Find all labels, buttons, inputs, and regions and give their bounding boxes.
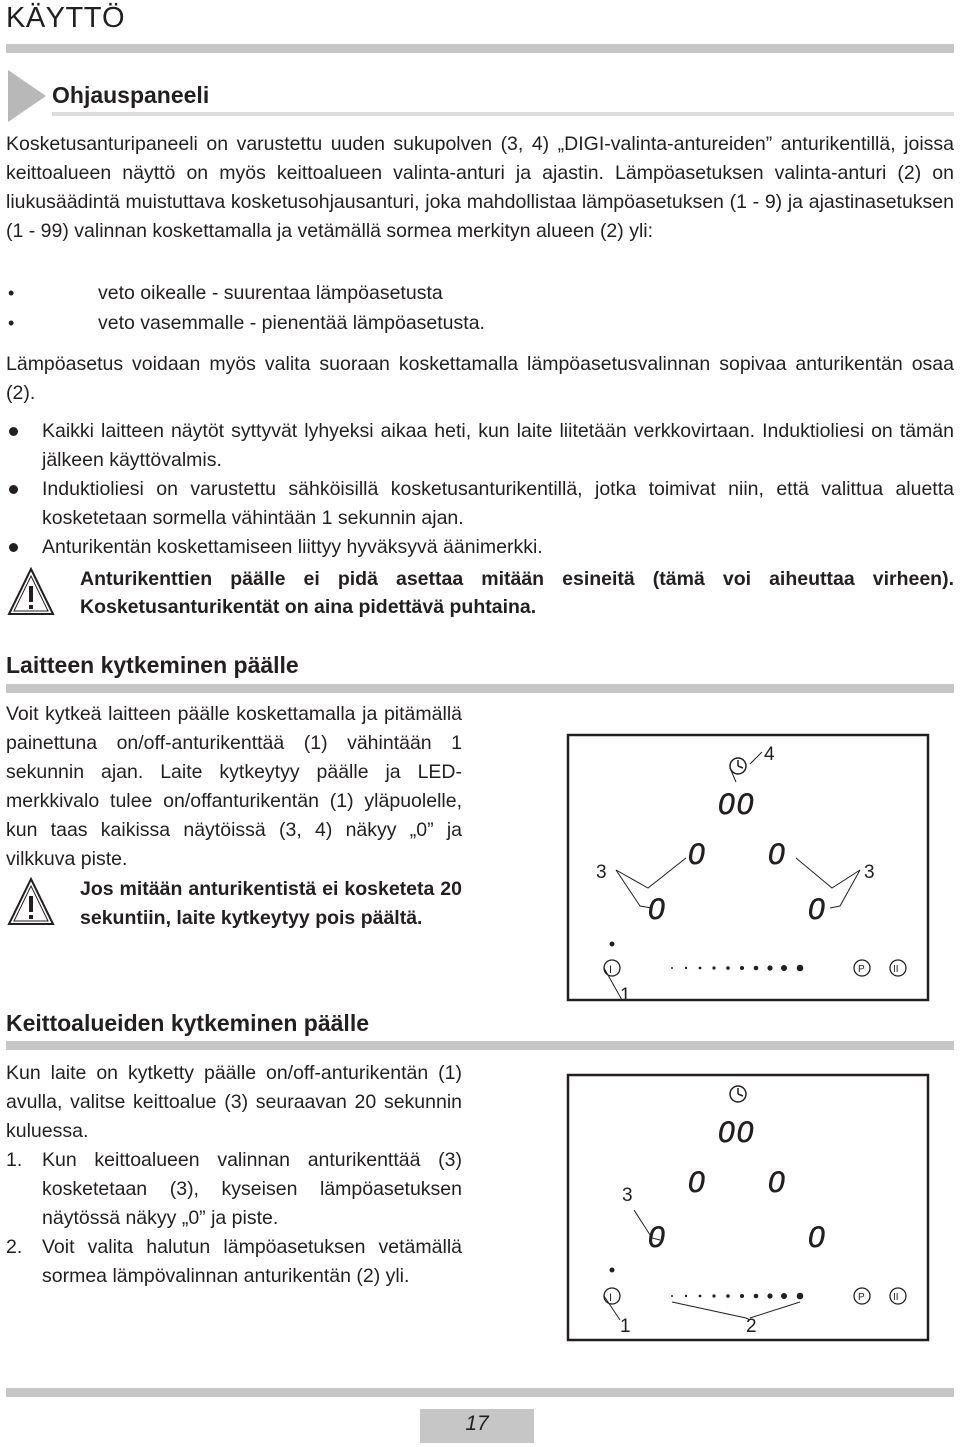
zone-display: 0 bbox=[768, 1166, 785, 1199]
section-title-switch-on: Laitteen kytkeminen päälle bbox=[6, 652, 299, 678]
callout-3-right: 3 bbox=[864, 862, 875, 883]
lock-button-icon bbox=[890, 960, 906, 976]
bullet-marker: • bbox=[8, 313, 15, 333]
title-rule bbox=[6, 44, 954, 53]
callout-4: 4 bbox=[764, 744, 775, 765]
bullet-item: veto oikealle - suurentaa lämpöasetusta bbox=[98, 282, 443, 304]
zone-display: 0 bbox=[688, 1166, 705, 1199]
zone-display: 0 bbox=[808, 893, 825, 926]
bullet-item: veto vasemmalle - pienentää lämpöasetusta. bbox=[98, 312, 485, 334]
note-dot bbox=[9, 543, 18, 552]
bullet-marker: • bbox=[8, 283, 15, 303]
zones-on-intro bbox=[6, 1059, 462, 1146]
heat-slider bbox=[671, 1293, 803, 1300]
callout-1: 1 bbox=[620, 1316, 631, 1337]
svg-text:P: P bbox=[858, 964, 865, 975]
section-rule bbox=[6, 684, 954, 693]
zone-display: 0 bbox=[688, 838, 705, 871]
control-panel-intro: Kosketusanturipaneeli on varustettu uuden sukupolven (3, 4) „DIGI-valinta-antureiden” anturikentillä, joissa keittoalueen näyttö on myös keittoalueen valinta-anturi ja ajastin. Lämpöasetuksen valinta-anturi (2) on liukusäädintä muistuttava kosketusohjausanturi, joka mahdollistaa lämpöasetuksen (1 - 9) ja ajastinasetuksen (1 - 99) valinnan koskettamalla ja vetämällä sormea merkityn alueen (2) yli: bbox=[6, 133, 954, 242]
page-title: KÄYTTÖ bbox=[6, 2, 126, 34]
callout-line bbox=[750, 1302, 800, 1318]
pause-button-icon bbox=[854, 1288, 870, 1304]
panel-outline bbox=[568, 1075, 928, 1340]
footer-rule bbox=[6, 1388, 954, 1397]
callout-2: 2 bbox=[746, 1316, 757, 1337]
control-panel-diagram-2 bbox=[560, 1070, 940, 1350]
section-title-zones-on: Keittoalueiden kytkeminen päälle bbox=[6, 1010, 370, 1036]
control-panel-warning: Anturikenttien päälle ei pidä asettaa mitään esineitä (tämä voi aiheuttaa virheen). Kosketusanturikentät on aina pidettävä puhtaina. bbox=[80, 568, 954, 618]
timer-display: 00 bbox=[718, 788, 756, 821]
control-panel-diagram-1 bbox=[560, 730, 940, 1010]
section-arrow-icon bbox=[8, 70, 46, 122]
svg-text:I: I bbox=[609, 964, 613, 976]
power-button-icon bbox=[604, 960, 620, 976]
switch-on-text: Voit kytkeä laitteen päälle koskettamalla ja pitämällä painettuna on/off-anturikenttää (1) vähintään 1 sekunnin ajan. Laite kytkeytyy päälle ja LED-merkkivalo tulee on/offanturikentän (1) yläpuolelle, kun taas kaikissa näytöissä (3, 4) näkyy „0” ja vilkkuva piste. bbox=[6, 703, 462, 870]
led-indicator bbox=[610, 942, 615, 947]
callout-3-left: 3 bbox=[596, 862, 607, 883]
pause-button-icon bbox=[854, 960, 870, 976]
timer-clock-icon bbox=[730, 1086, 746, 1102]
lock-button-icon bbox=[890, 1288, 906, 1304]
step-text: Voit valita halutun lämpöasetuksen vetämällä sormea lämpövalinnan anturikentän (2) yli. bbox=[42, 1236, 462, 1287]
zone-display: 0 bbox=[648, 893, 665, 926]
note-item: Induktioliesi on varustettu sähköisillä kosketusanturikentillä, jotka toimivat niin, että valittua aluetta kosketetaan sormella vähintään 1 sekunnin ajan. bbox=[42, 478, 954, 529]
section-title-control-panel: Ohjauspaneeli bbox=[52, 82, 210, 108]
zone-display: 0 bbox=[648, 1221, 665, 1254]
warning-icon bbox=[6, 566, 56, 618]
note-item: Kaikki laitteen näytöt syttyvät lyhyeksi aikaa heti, kun laite liitetään verkkovirtaan. Induktioliesi on tämän jälkeen käyttövalmis. bbox=[42, 420, 954, 471]
section-rule bbox=[6, 1041, 954, 1050]
step-number: 2. bbox=[6, 1236, 23, 1258]
timer-clock-icon bbox=[730, 758, 746, 782]
callout-1: 1 bbox=[620, 985, 631, 1006]
warning-icon bbox=[6, 876, 56, 928]
svg-text:P: P bbox=[858, 1292, 865, 1303]
control-panel-after-bullets: Lämpöasetus voidaan myös valita suoraan koskettamalla lämpöasetusvalinnan sopivaa anturikentän osaa (2). bbox=[6, 353, 954, 404]
zone-display: 0 bbox=[768, 838, 785, 871]
svg-text:II: II bbox=[893, 964, 899, 975]
note-dot bbox=[9, 485, 18, 494]
callout-line bbox=[750, 752, 762, 764]
switch-on-warning: Jos mitään anturikentistä ei kosketeta 20 sekuntiin, laite kytkeytyy pois päältä. bbox=[80, 878, 462, 929]
zones-on-intro-text: Kun laite on kytketty päälle on/off-anturikentän (1) avulla, valitse keittoalue (3) seuraavan 20 sekunnin kuluessa. bbox=[6, 1062, 462, 1142]
zone-display: 0 bbox=[808, 1221, 825, 1254]
timer-display: 00 bbox=[718, 1116, 756, 1149]
callout-3: 3 bbox=[622, 1185, 633, 1206]
power-button-icon bbox=[604, 1288, 620, 1304]
callout-line bbox=[672, 1302, 750, 1320]
svg-text:II: II bbox=[893, 1292, 899, 1303]
page-number: 17 bbox=[465, 1412, 489, 1435]
step-number: 1. bbox=[6, 1149, 23, 1171]
led-indicator bbox=[610, 1268, 615, 1273]
heat-slider bbox=[671, 965, 803, 972]
note-dot bbox=[9, 427, 18, 436]
svg-text:I: I bbox=[609, 1292, 613, 1304]
section-underline bbox=[52, 112, 954, 116]
step-text: Kun keittoalueen valinnan anturikenttää (3) kosketetaan (3), kyseisen lämpöasetuksen näytössä näkyy „0” ja piste. bbox=[42, 1149, 462, 1229]
note-item: Anturikentän koskettamiseen liittyy hyväksyvä äänimerkki. bbox=[42, 536, 543, 558]
